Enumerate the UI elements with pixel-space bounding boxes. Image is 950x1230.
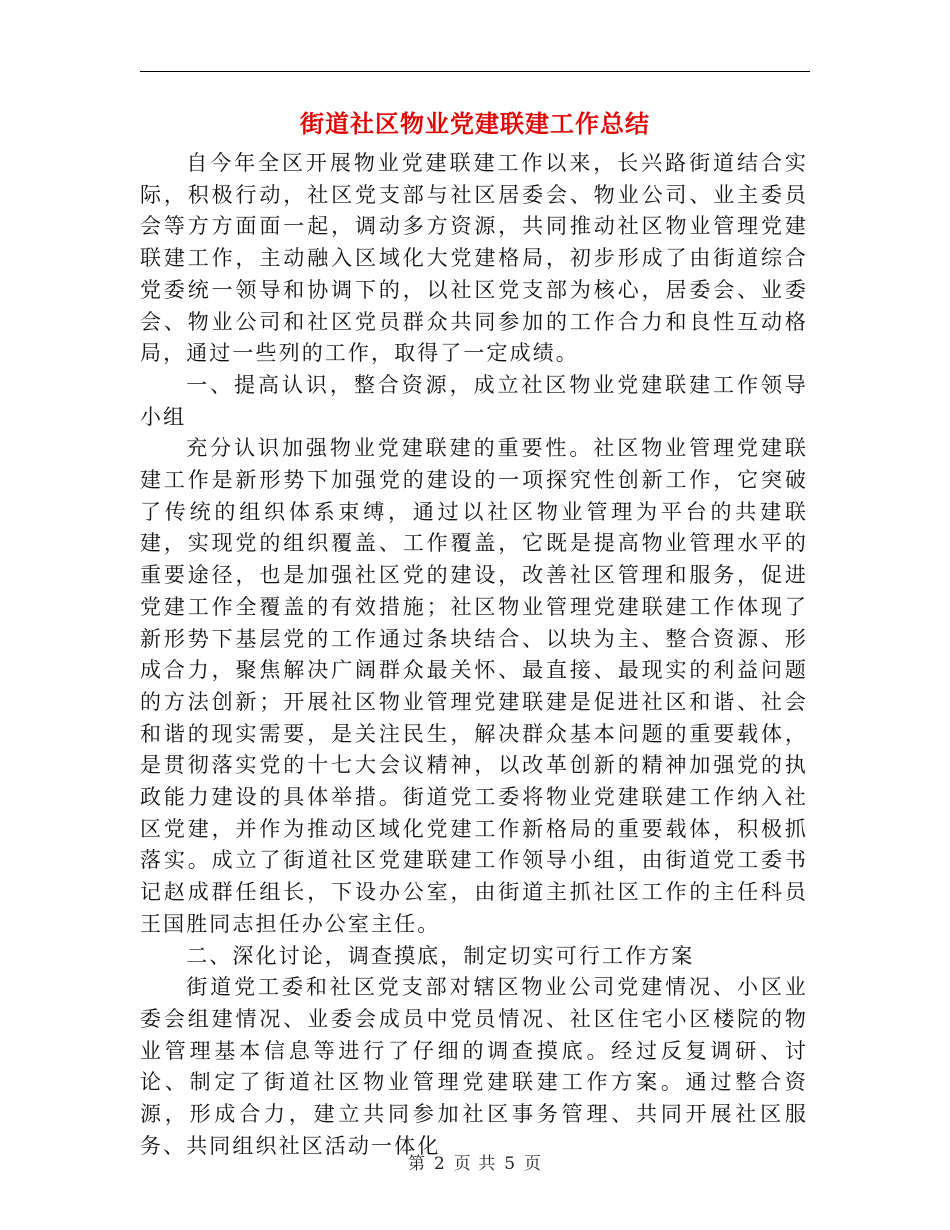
page-footer (0, 1152, 950, 1176)
footer-suffix: 页 (524, 1154, 543, 1174)
footer-page-number: 2 (433, 1154, 446, 1174)
paragraph-section-2: 街道党工委和社区党支部对辖区物业公司党建情况、小区业委会组建情况、业委会成员中党员情况、社区住宅小区楼院的物业管理基本信息等进行了仔细的调查摸底。经过反复调研、讨论、制定了街道社区物业管理党建联建工作方案。通过整合资源，形成合力，建立共同参加社区事务管理、共同开展社区服务、共同组织社区活动一体化 (140, 975, 808, 1158)
footer-total-pages: 5 (504, 1154, 517, 1174)
paragraph-intro: 自今年全区开展物业党建联建工作以来，长兴路街道结合实际，积极行动，社区党支部与社区居委会、物业公司、业主委员会等方方面面一起，调动多方资源，共同推动社区物业管理党建联建工作，主动融入区域化大党建格局，初步形成了由街道综合党委统一领导和协调下的，以社区党支部为核心，居委会、业委会、物业公司和社区党员群众共同参加的工作合力和良性互动格局，通过一些列的工作，取得了一定成绩。 (140, 151, 808, 366)
footer-prefix: 第 (407, 1154, 426, 1174)
footer-middle: 页 共 (453, 1154, 497, 1174)
header-rule (140, 71, 810, 72)
section-heading-1: 一、提高认识，整合资源，成立社区物业党建联建工作领导小组 (140, 372, 808, 429)
document-title: 街道社区物业党建联建工作总结 (300, 109, 650, 138)
section-heading-2: 二、深化讨论，调查摸底，制定切实可行工作方案 (186, 943, 695, 968)
document-body (140, 148, 808, 1163)
paragraph-section-1: 充分认识加强物业党建联建的重要性。社区物业管理党建联建工作是新形势下加强党的建设的一项探究性创新工作，它突破了传统的组织体系束缚，通过以社区物业管理为平台的共建联建，实现党的组织覆盖、工作覆盖，它既是提高物业管理水平的重要途径，也是加强社区党的建设，改善社区管理和服务，促进党建工作全覆盖的有效措施；社区物业管理党建联建工作体现了新形势下基层党的工作通过条块结合、以块为主、整合资源、形成合力，聚焦解决广阔群众最关怀、最直接、最现实的利益问题的方法创新；开展社区物业管理党建联建是促进社区和谐、社会和谐的现实需要，是关注民生，解决群众基本问题的重要载体，是贯彻落实党的十七大会议精神，以改革创新的精神加强党的执政能力建设的具体举措。街道党工委将物业党建联建工作纳入社区党建，并作为推动区域化党建工作新格局的重要载体，积极抓落实。成立了街道社区党建联建工作领导小组，由街道党工委书记赵成群任组长，下设办公室，由街道主抓社区工作的主任科员王国胜同志担任办公室主任。 (140, 436, 808, 936)
